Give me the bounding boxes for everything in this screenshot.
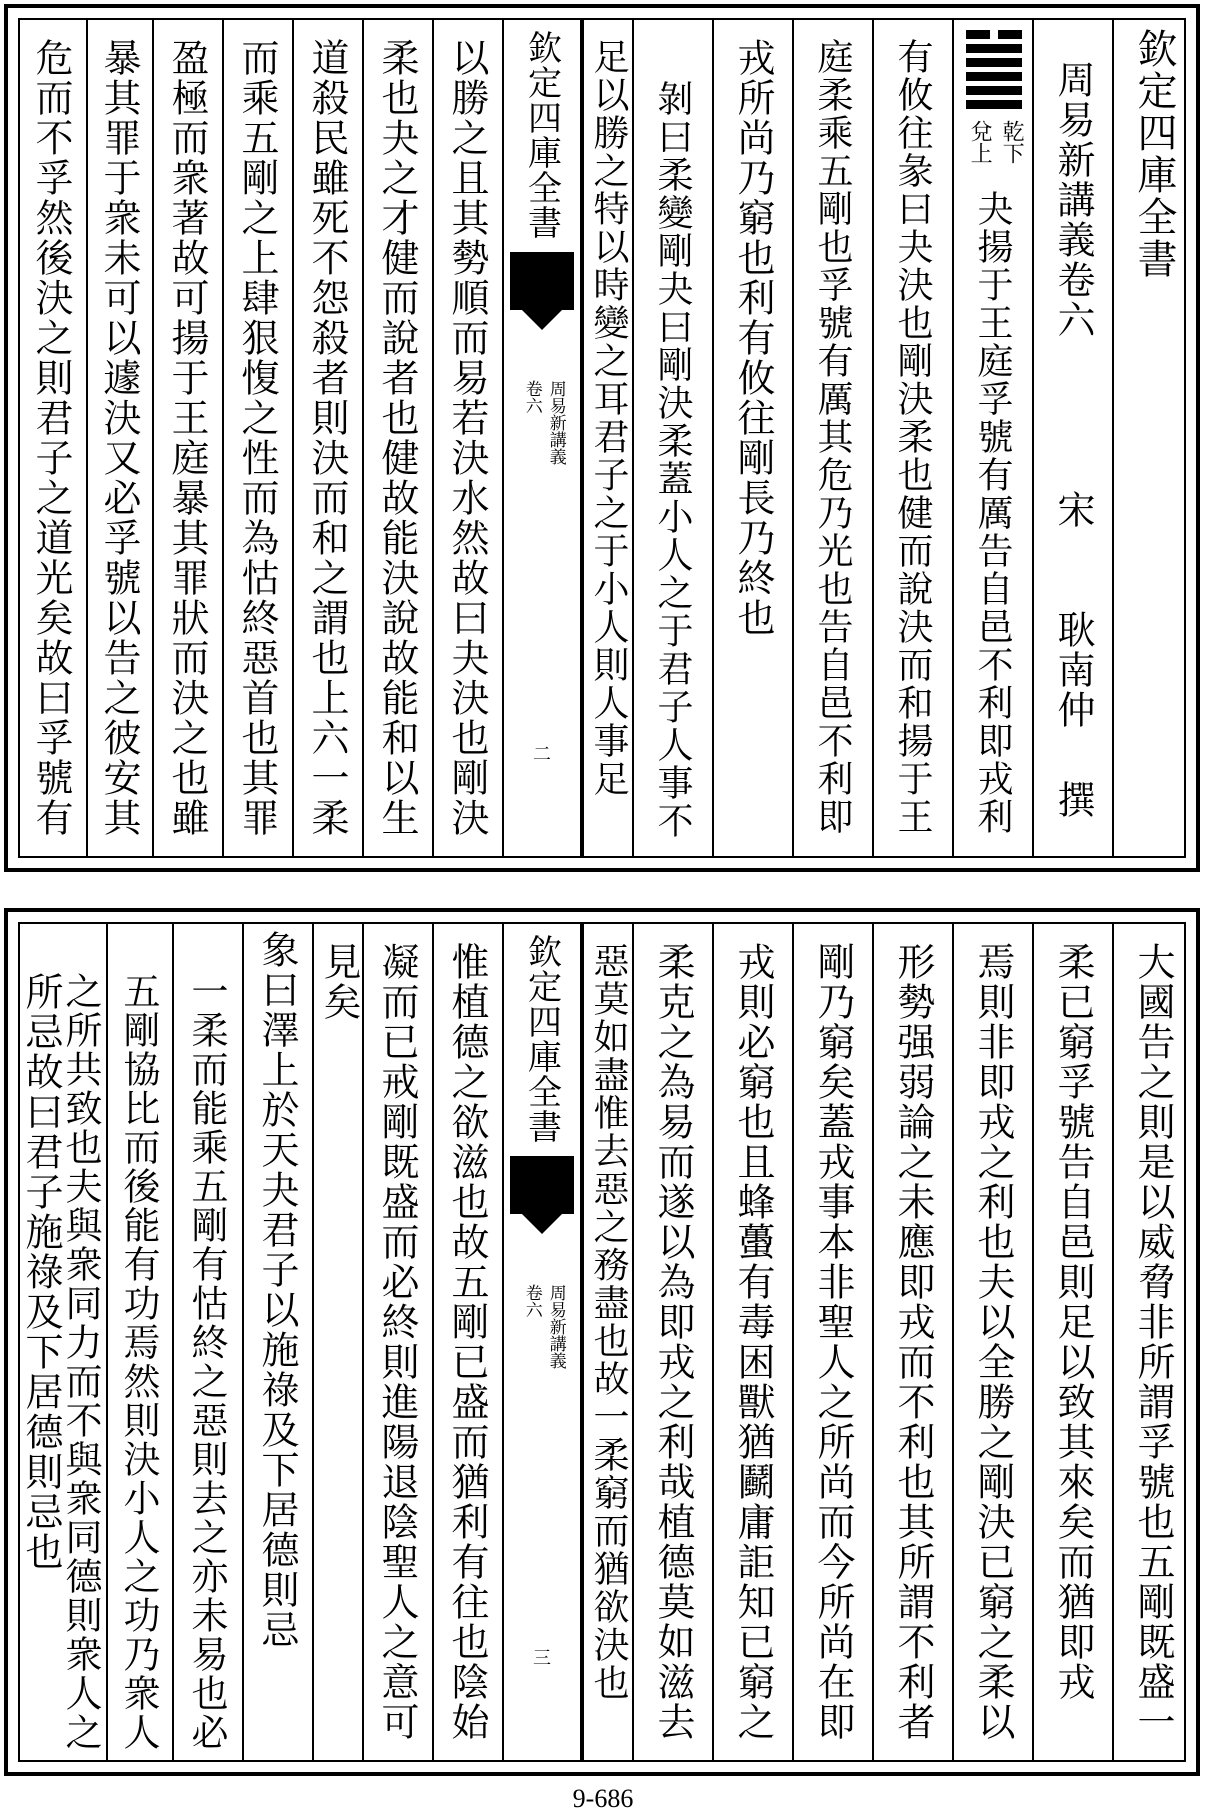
fold-book-title: 周易新講義	[545, 380, 566, 465]
text-line: 大國告之則是以威脅非所謂孚號也五剛既盛一	[1131, 942, 1175, 1742]
author-role: 撰	[1051, 780, 1095, 820]
text-column	[86, 20, 152, 856]
fish-tail-icon	[510, 252, 574, 310]
text-line: 以勝之且其勢順而易若決水然故曰夬決也剛決	[445, 38, 489, 838]
text-column	[582, 20, 632, 856]
text-line: 一柔而能乘五剛有怙終之惡則去之亦未易也必	[185, 972, 228, 1752]
author-dynasty: 宋	[1051, 490, 1095, 530]
hexagram-guai-icon	[966, 30, 1022, 114]
fold-page-number: 二	[533, 744, 551, 765]
bottom-page	[4, 908, 1200, 1776]
page-number: 9-686	[572, 1784, 634, 1813]
text-column	[432, 924, 502, 1760]
text-column	[312, 924, 362, 1760]
text-line: 戎所尚乃窮也利有攸往剛長乃終也	[731, 38, 775, 638]
header-title-column	[1112, 20, 1194, 856]
text-column	[152, 20, 222, 856]
fish-tail-icon	[510, 1156, 574, 1214]
text-column	[712, 924, 792, 1760]
fold-page-number: 三	[533, 1648, 551, 1669]
text-line: 五剛協比而後能有功焉然則決小人之功乃衆人	[117, 972, 160, 1752]
text-column	[1112, 924, 1194, 1760]
text-line: 夬揚于王庭孚號有厲告自邑不利即戎利	[972, 190, 1013, 836]
text-column	[20, 20, 86, 856]
text-line: 凝而已戒剛既盛而必終則進陽退陰聖人之意可	[375, 942, 419, 1742]
text-column	[20, 924, 106, 1760]
text-column	[106, 924, 172, 1760]
fold-title: 欽定四庫全書	[521, 934, 562, 1144]
text-line: 象曰澤上於天夬君子以施祿及下居德則忌	[255, 930, 299, 1650]
text-line: 見矣	[317, 942, 361, 1022]
text-line: 道殺民雖死不怨殺者則決而和之謂也上六一柔	[305, 38, 349, 838]
hexagram-lower-trigram: 乾下	[999, 120, 1025, 164]
text-column	[1032, 924, 1112, 1760]
text-line: 焉則非即戎之利也夫以全勝之剛決已窮之柔以	[971, 942, 1015, 1742]
text-column	[952, 20, 1032, 856]
header-title: 欽定四庫全書	[1131, 28, 1177, 280]
text-column	[362, 924, 432, 1760]
bottom-page-frame	[18, 922, 1186, 1762]
text-line: 惟植德之欲滋也故五剛已盛而猶利有往也陰始	[445, 942, 489, 1742]
text-column	[952, 924, 1032, 1760]
book-title-column	[1032, 20, 1112, 856]
top-page	[4, 4, 1200, 872]
text-line: 柔也夬之才健而說者也健故能決說故能和以生	[375, 38, 419, 838]
text-column	[362, 20, 432, 856]
text-column	[242, 924, 312, 1760]
book-title: 周易新講義卷六	[1051, 60, 1095, 340]
text-line: 有攸往彖曰夬決也剛決柔也健而說決而和揚于王	[892, 38, 933, 836]
text-column	[872, 924, 952, 1760]
text-line: 暴其罪于衆未可以遽決又必孚號以告之彼安其	[97, 38, 141, 838]
top-page-frame	[18, 18, 1186, 858]
text-line: 柔克之為易而遂以為即戎之利哉植德莫如滋去	[651, 942, 695, 1742]
fold-volume: 卷六	[521, 380, 542, 414]
text-line: 所忌故曰君子施祿及下居德則忌也	[19, 972, 63, 1572]
text-column	[582, 924, 632, 1760]
text-line: 柔已窮孚號告自邑則足以致其來矣而猶即戎	[1051, 942, 1095, 1702]
hexagram-upper-trigram: 兌上	[967, 120, 993, 164]
text-line: 剝曰柔變剛夬曰剛決柔蓋小人之于君子人事不	[652, 80, 693, 840]
text-column	[712, 20, 792, 856]
fold-center	[502, 924, 582, 1760]
text-column	[792, 20, 872, 856]
text-line: 剛乃窮矣蓋戎事本非聖人之所尚而今所尚在即	[811, 942, 855, 1742]
text-line: 而乘五剛之上肆狠愎之性而為怙終惡首也其罪	[235, 38, 279, 838]
text-column	[222, 20, 292, 856]
text-line: 足以勝之特以時變之耳君子之于小人則人事足	[588, 38, 629, 798]
fold-volume: 卷六	[521, 1284, 542, 1318]
fold-title: 欽定四庫全書	[521, 30, 562, 240]
text-column	[632, 924, 712, 1760]
text-line: 盈極而衆著故可揚于王庭暴其罪狀而決之也雖	[165, 38, 209, 838]
text-line: 之所共致也夫與衆同力而不與衆同德則衆人之	[59, 972, 102, 1752]
text-column	[792, 924, 872, 1760]
text-column	[172, 924, 242, 1760]
text-line: 惡莫如盡惟去惡之務盡也故一柔窮而猶欲決也	[588, 942, 629, 1702]
text-column	[872, 20, 952, 856]
text-line: 危而不孚然後決之則君子之道光矣故曰孚號有	[29, 38, 73, 838]
text-line: 庭柔乘五剛也孚號有厲其危乃光也告自邑不利即	[812, 38, 853, 836]
text-column	[292, 20, 362, 856]
text-column	[432, 20, 502, 856]
text-line: 戎則必窮也且蜂蠆有毒困獸猶鬬庸詎知已窮之	[731, 942, 775, 1742]
fold-book-title: 周易新講義	[545, 1284, 566, 1369]
text-line: 形勢强弱論之未應即戎而不利也其所謂不利者	[891, 942, 935, 1742]
text-column	[632, 20, 712, 856]
fold-center	[502, 20, 582, 856]
author-name: 耿南仲	[1051, 610, 1095, 730]
